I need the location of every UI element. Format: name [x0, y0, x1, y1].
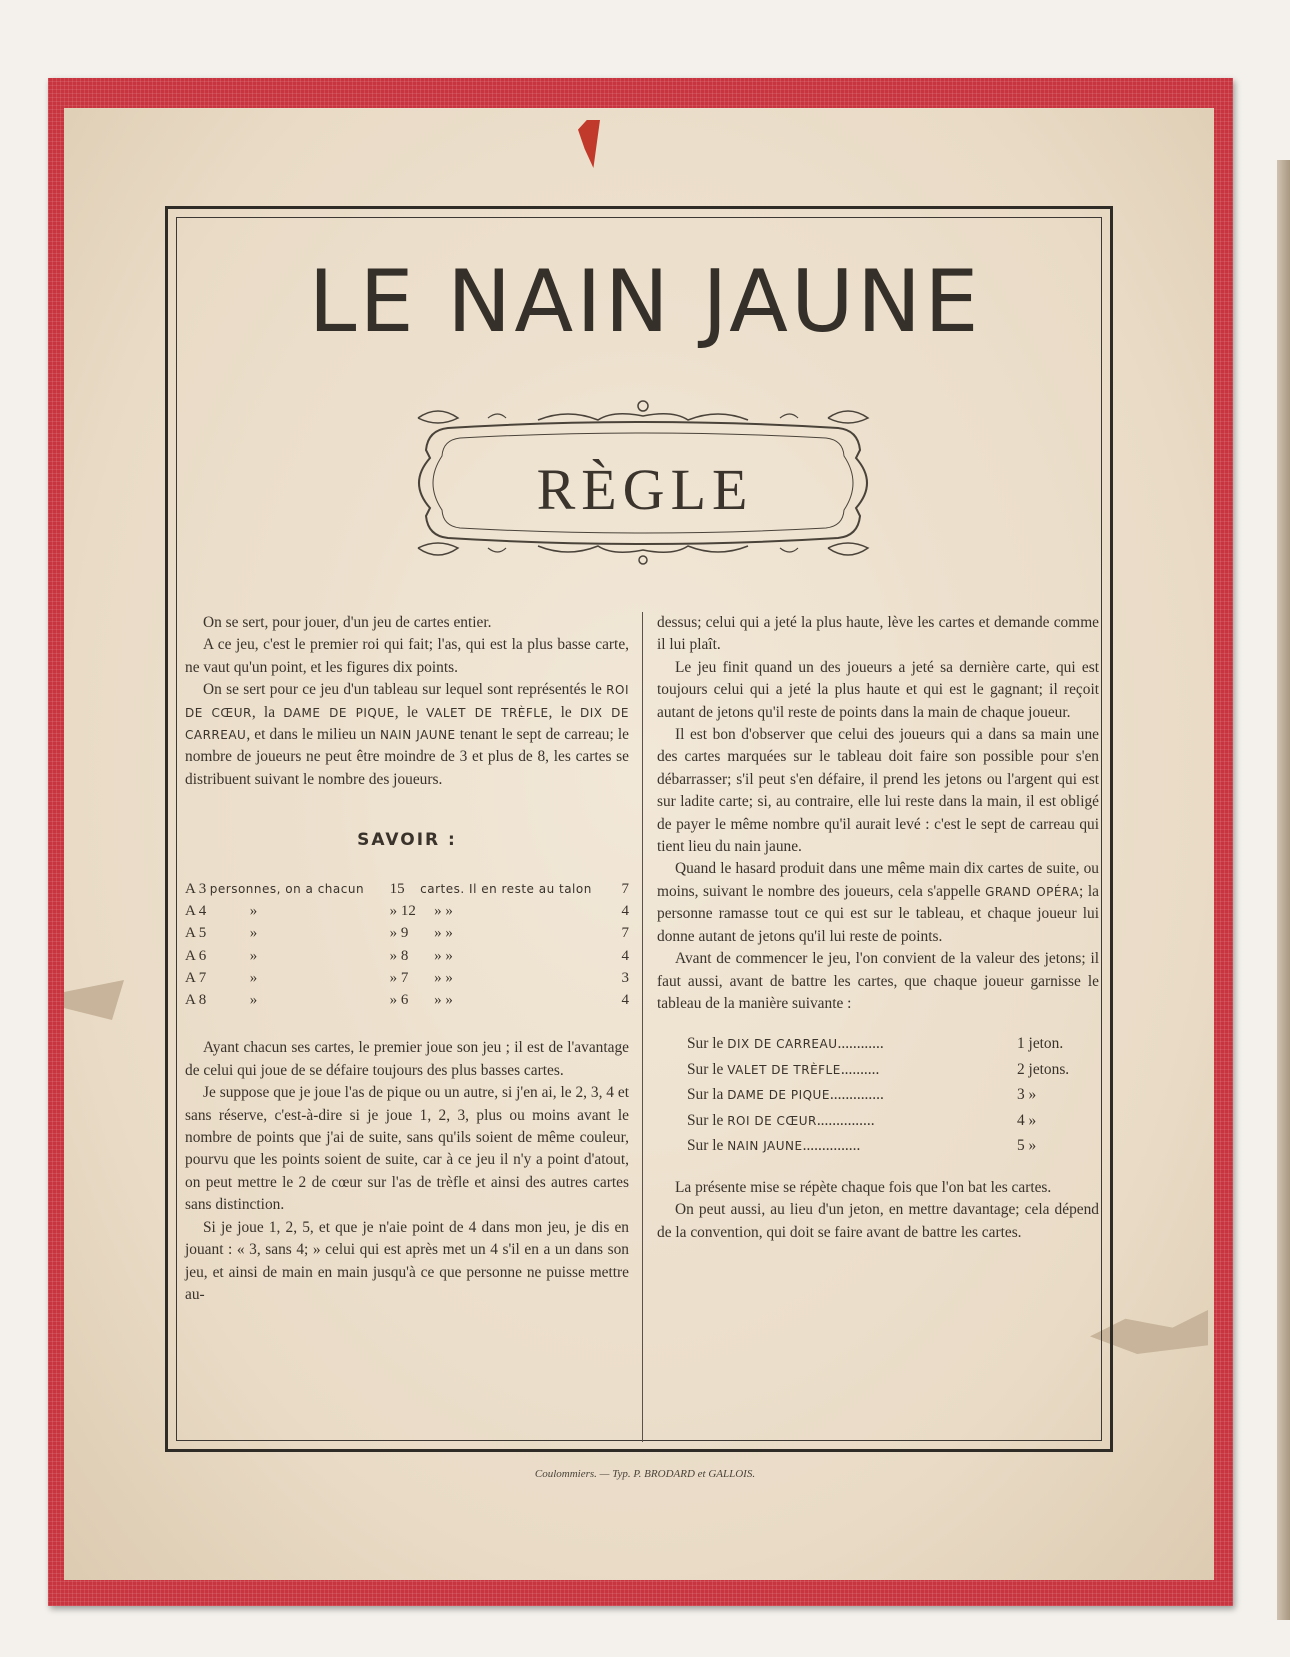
- table-row: A 6 » » 8 » » 4: [185, 947, 629, 964]
- paragraph: Quand le hasard produit dans une même main dix cartes de suite, ou moins, suivant le nombre des joueurs, cela s'appelle GRAND OPÉRA; la personne ramasse tout ce qui est sur le tableau, et chaque joueur lui donne autant de jetons qu'il lui reste de points.: [657, 860, 1099, 945]
- table-row: A 7 » » 7 » » 3: [185, 969, 629, 986]
- printer-imprint: Coulommiers. — Typ. P. BRODARD et GALLOIS.: [534, 1468, 756, 1480]
- distribution-table: [185, 878, 629, 1012]
- paragraph: On peut aussi, au lieu d'un jeton, en mettre davantage; cela dépend de la convention, qui doit se faire avant de battre les cartes.: [657, 1201, 1099, 1241]
- paragraph: Si je joue 1, 2, 5, et que je n'aie point de 4 dans mon jeu, je dis en jouant : « 3, sans 4; » celui qui est après met un 4 s'il en a un dans son jeu, et ainsi de main en main jusqu'à ce que personne ne puisse mettre au-: [185, 1218, 629, 1303]
- list-item: Sur le DIX DE CARREAU............ 1 jeton.: [687, 1035, 1064, 1053]
- table-row: A 4 » » 12 » » 4: [185, 902, 629, 919]
- paragraph: Avant de commencer le jeu, l'on convient de la valeur des jetons; il faut aussi, avant de battre les cartes, que chaque joueur garnisse le tableau de la manière suivante :: [657, 950, 1099, 1012]
- list-item: Sur le ROI DE CŒUR............... 4 »: [687, 1111, 1037, 1129]
- right-column: [657, 612, 1099, 1244]
- list-item: Sur le VALET DE TRÈFLE.......... 2 jetons.: [687, 1060, 1070, 1078]
- paragraph: A ce jeu, c'est le premier roi qui fait; l'as, qui est la plus basse carte, ne vaut qu'un point, et les figures dix points.: [185, 636, 629, 676]
- stakes-list: [687, 1031, 1099, 1159]
- list-item: Sur la DAME DE PIQUE.............. 3 »: [687, 1086, 1037, 1104]
- adjacent-card-edge: [1277, 160, 1290, 1620]
- page-title: LE NAIN JAUNE: [308, 252, 982, 352]
- list-item: Sur le NAIN JAUNE............... 5 »: [687, 1137, 1037, 1155]
- paragraph: Je suppose que je joue l'as de pique ou un autre, si j'en ai, le 2, 3, 4 et sans réserve, c'est-à-dire si je joue 1, 2, 3, plus ou moins avant le nombre de points que j'ai de suite, sans qu'ils soient de même couleur, pourvu que les points soient de suite, car à ce jeu il n'y a point d'atout, on peut mettre le 2 de cœur sur l'as de trèfle et ainsi des autres cartes sans distinction.: [185, 1084, 629, 1214]
- table-row: A 3 personnes, on a chacun 15 cartes. Il en reste au talon 7: [185, 880, 629, 897]
- left-column: [185, 612, 629, 1306]
- paragraph: On se sert pour ce jeu d'un tableau sur lequel sont représentés le ROI DE CŒUR, la DAME DE PIQUE, le VALET DE TRÈFLE, le DIX DE CARREAU, et dans le milieu un NAIN JAUNE tenant le sept de carreau; le nombre de joueurs ne peut être moindre de 3 et plus de 8, les cartes se distribuent suivant le nombre des joueurs.: [185, 681, 629, 788]
- rule-heading: RÈGLE: [536, 457, 754, 522]
- paragraph: On se sert, pour jouer, d'un jeu de cartes entier.: [203, 614, 492, 631]
- table-row: A 8 » » 6 » » 4: [185, 992, 629, 1009]
- paragraph: Le jeu finit quand un des joueurs a jeté sa dernière carte, qui est toujours celui qui a jeté la plus haute et qui est le gagnant; il reçoit autant de jetons qu'il reste de points dans la main de chaque joueur.: [657, 658, 1099, 721]
- paragraph: Il est bon d'observer que celui des joueurs qui a dans sa main une des cartes marquées sur le tableau doit faire son possible pour s'en débarrasser; s'il peut s'en défaire, il prend les jetons ou l'argent qui est sur ladite carte; si, au contraire, elle lui reste dans la main, il est obligé de payer le même nombre qu'il aurait levé : c'est le sept de carreau qui tient lieu du nain jaune.: [657, 726, 1099, 856]
- table-row: A 5 » » 9 » » 7: [185, 925, 629, 942]
- paragraph: La présente mise se répète chaque fois que l'on bat les cartes.: [675, 1178, 1052, 1196]
- paragraph: dessus; celui qui a jeté la plus haute, lève les cartes et demande comme il lui plaît.: [657, 614, 1099, 654]
- paragraph: Ayant chacun ses cartes, le premier joue son jeu ; il est de l'avantage de celui qui joue de se défaire toujours des plus basses cartes.: [185, 1039, 629, 1079]
- savoir-heading: SAVOIR :: [357, 830, 457, 851]
- column-divider: [642, 612, 643, 1442]
